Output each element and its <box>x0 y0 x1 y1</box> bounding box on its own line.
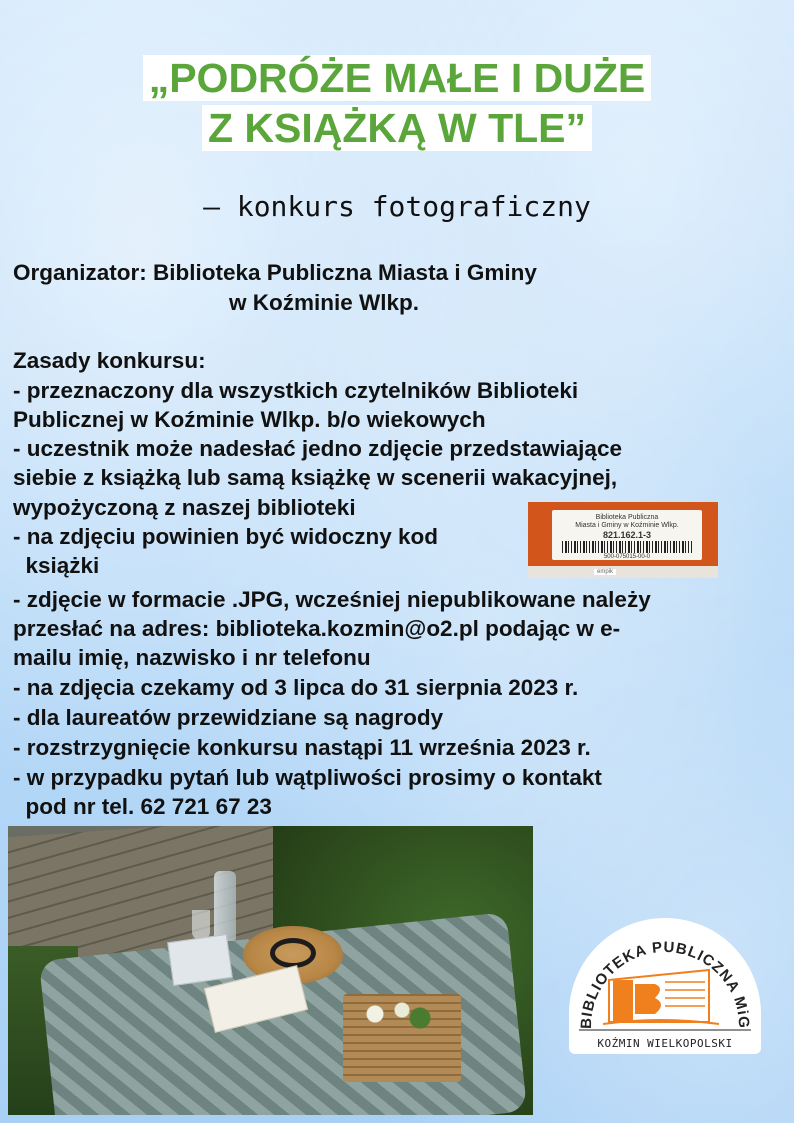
barcode-label <box>552 510 702 560</box>
organizer-line-2: w Koźminie Wlkp. <box>229 290 420 315</box>
rule-line: - uczestnik może nadesłać jedno zdjęcie przedstawiające <box>13 436 622 461</box>
title-line-1 <box>0 54 794 102</box>
logo-arc-text: BIBLIOTEKA PUBLICZNA MiG <box>577 938 753 1030</box>
library-logo-graphic <box>569 918 761 1054</box>
logo-city-text: KOŹMIN WIELKOPOLSKI <box>597 1037 733 1050</box>
rule-line: - dla laureatów przewidziane są nagrody <box>13 705 444 730</box>
rule-line: - na zdjęcia czekamy od 3 lipca do 31 sierpnia 2023 r. <box>13 675 579 700</box>
rule-line: pod nr tel. 62 721 67 23 <box>13 794 272 819</box>
rule-line: siebie z książką lub samą książkę w scenerii wakacyjnej, <box>13 465 618 490</box>
photo-flowers <box>348 994 438 1034</box>
rule-line: - przeznaczony dla wszystkich czytelników Biblioteki <box>13 378 579 403</box>
rule-line: wypożyczoną z naszej biblioteki <box>13 495 356 520</box>
barcode-photo <box>528 502 718 578</box>
photo-glass <box>192 910 210 940</box>
subtitle: – konkurs fotograficzny <box>203 190 591 223</box>
rule-line: - na zdjęciu powinien być widoczny kod <box>13 524 439 549</box>
barcode-strip-text: empik <box>594 569 616 575</box>
rule-line: - w przypadku pytań lub wątpliwości prosimy o kontakt <box>13 765 602 790</box>
organizer-line-1: Organizator: Biblioteka Publiczna Miasta i Gminy <box>13 260 537 285</box>
rules-heading: Zasady konkursu: <box>13 348 206 373</box>
picnic-photo <box>8 826 533 1115</box>
title-line-2 <box>0 104 794 152</box>
library-logo <box>569 918 761 1054</box>
rule-line: Publicznej w Koźminie Wlkp. b/o wiekowych <box>13 407 486 432</box>
photo-bottle <box>214 871 236 941</box>
rule-line: przesłać na adres: biblioteka.kozmin@o2.pl podając w e- <box>13 616 621 641</box>
barcode-digits: 500-075015-00-0 <box>603 554 651 560</box>
rule-line: - zdjęcie w formacie .JPG, wcześniej niepublikowane należy <box>13 587 651 612</box>
barcode-strip <box>528 566 718 578</box>
barcode-label-line-2: Miasta i Gminy w Koźminie Wlkp. <box>575 522 679 529</box>
rule-line: mailu imię, nazwisko i nr telefonu <box>13 645 371 670</box>
rule-line: - rozstrzygnięcie konkursu nastąpi 11 września 2023 r. <box>13 735 591 760</box>
barcode-label-line-1: Biblioteka Publiczna <box>595 514 659 521</box>
title-text-2: Z KSIĄŻKĄ W TLE” <box>202 105 592 151</box>
rule-line: książki <box>13 553 100 578</box>
barcode-call-number: 821.162.1-3 <box>602 530 652 540</box>
barcode-bars <box>562 541 692 553</box>
photo-book-closed <box>167 934 233 986</box>
title-text-1: „PODRÓŻE MAŁE I DUŻE <box>143 55 652 101</box>
photo-hat-band <box>270 938 316 968</box>
